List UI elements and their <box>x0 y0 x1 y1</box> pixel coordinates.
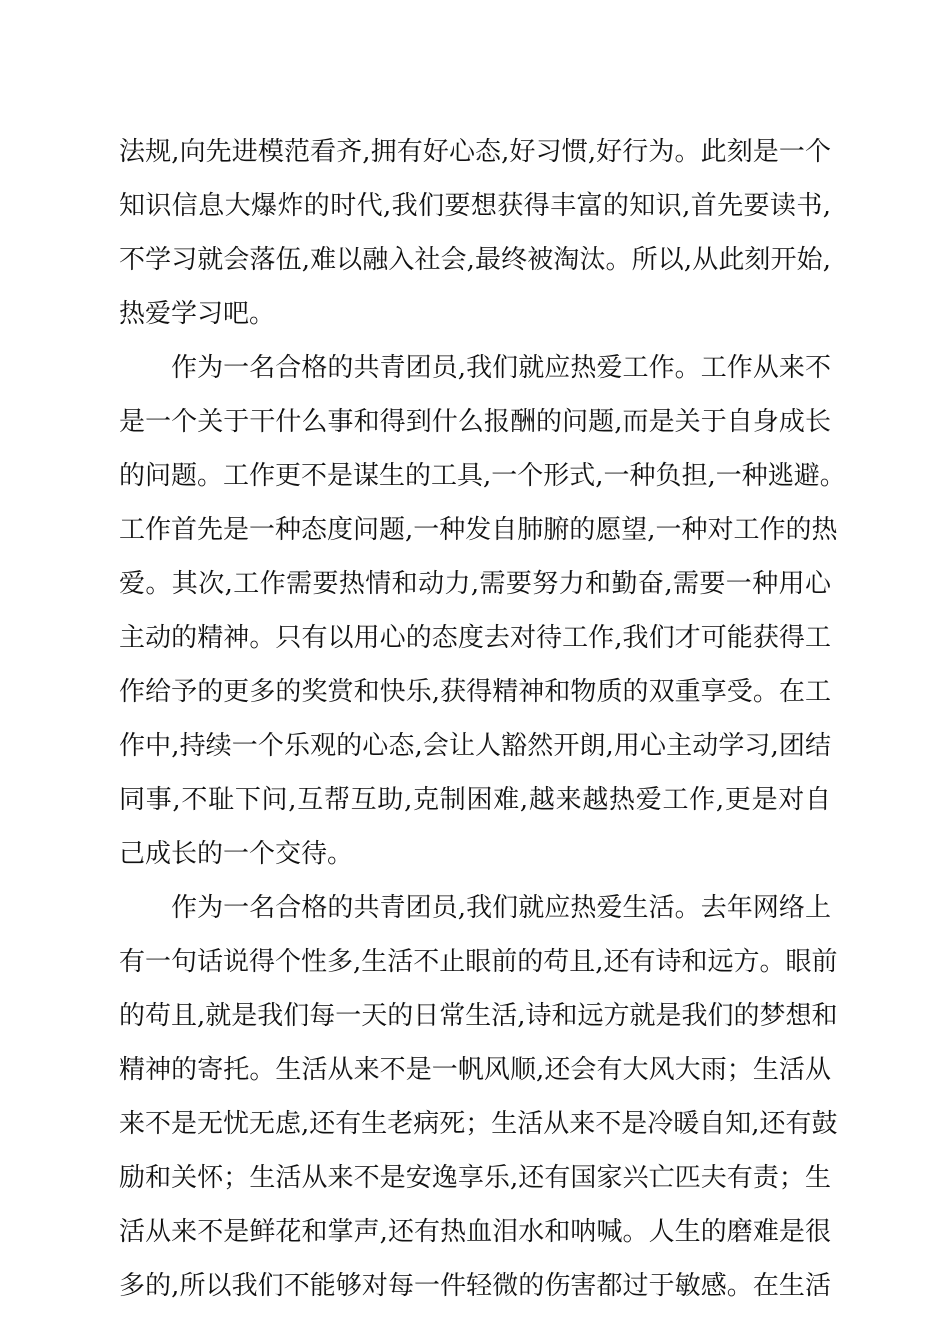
paragraph-1-line-2: 知识信息大爆炸的时代,我们要想获得丰富的知识,首先要读书, <box>119 191 831 221</box>
paragraph-3-line-1: 作为一名合格的共青团员,我们就应热爱生活。去年网络上 <box>171 893 831 923</box>
paragraph-2-line-6: 主动的精神。只有以用心的态度去对待工作,我们才可能获得工 <box>119 623 831 653</box>
paragraph-3-line-8: 多的,所以我们不能够对每一件轻微的伤害都过于敏感。在生活 <box>119 1271 831 1301</box>
paragraph-2-line-2: 是一个关于干什么事和得到什么报酬的问题,而是关于自身成长 <box>119 407 831 437</box>
paragraph-2-line-3: 的问题。工作更不是谋生的工具,一个形式,一种负担,一种逃避。 <box>119 461 846 491</box>
paragraph-2-line-9: 同事,不耻下问,互帮互助,克制困难,越来越热爱工作,更是对自 <box>119 785 831 815</box>
paragraph-3-line-3: 的苟且,就是我们每一天的日常生活,诗和远方就是我们的梦想和 <box>119 1001 838 1031</box>
paragraph-3-line-7: 活从来不是鲜花和掌声,还有热血泪水和呐喊。人生的磨难是很 <box>119 1217 831 1247</box>
paragraph-2-line-7: 作给予的更多的奖赏和快乐,获得精神和物质的双重享受。在工 <box>119 677 831 707</box>
paragraph-3-line-5: 来不是无忧无虑,还有生老病死；生活从来不是冷暖自知,还有鼓 <box>119 1109 838 1139</box>
paragraph-3-line-2: 有一句话说得个性多,生活不止眼前的苟且,还有诗和远方。眼前 <box>119 947 838 977</box>
paragraph-3-line-6: 励和关怀；生活从来不是安逸享乐,还有国家兴亡匹夫有责；生 <box>119 1163 831 1193</box>
paragraph-2-line-1: 作为一名合格的共青团员,我们就应热爱工作。工作从来不 <box>171 353 831 383</box>
document-body <box>119 125 846 1313</box>
paragraph-1-line-4: 热爱学习吧。 <box>119 299 276 329</box>
paragraph-1-line-1: 法规,向先进模范看齐,拥有好心态,好习惯,好行为。此刻是一个 <box>119 137 831 167</box>
paragraph-2-line-4: 工作首先是一种态度问题,一种发自肺腑的愿望,一种对工作的热 <box>119 515 838 545</box>
paragraph-2-line-10: 己成长的一个交待。 <box>119 839 354 869</box>
paragraph-2-line-8: 作中,持续一个乐观的心态,会让人豁然开朗,用心主动学习,团结 <box>119 731 831 761</box>
paragraph-3-line-4: 精神的寄托。生活从来不是一帆风顺,还会有大风大雨；生活从 <box>119 1055 831 1085</box>
paragraph-2-line-5: 爱。其次,工作需要热情和动力,需要努力和勤奋,需要一种用心 <box>119 569 831 599</box>
paragraph-1-line-3: 不学习就会落伍,难以融入社会,最终被淘汰。所以,从此刻开始, <box>119 245 831 275</box>
